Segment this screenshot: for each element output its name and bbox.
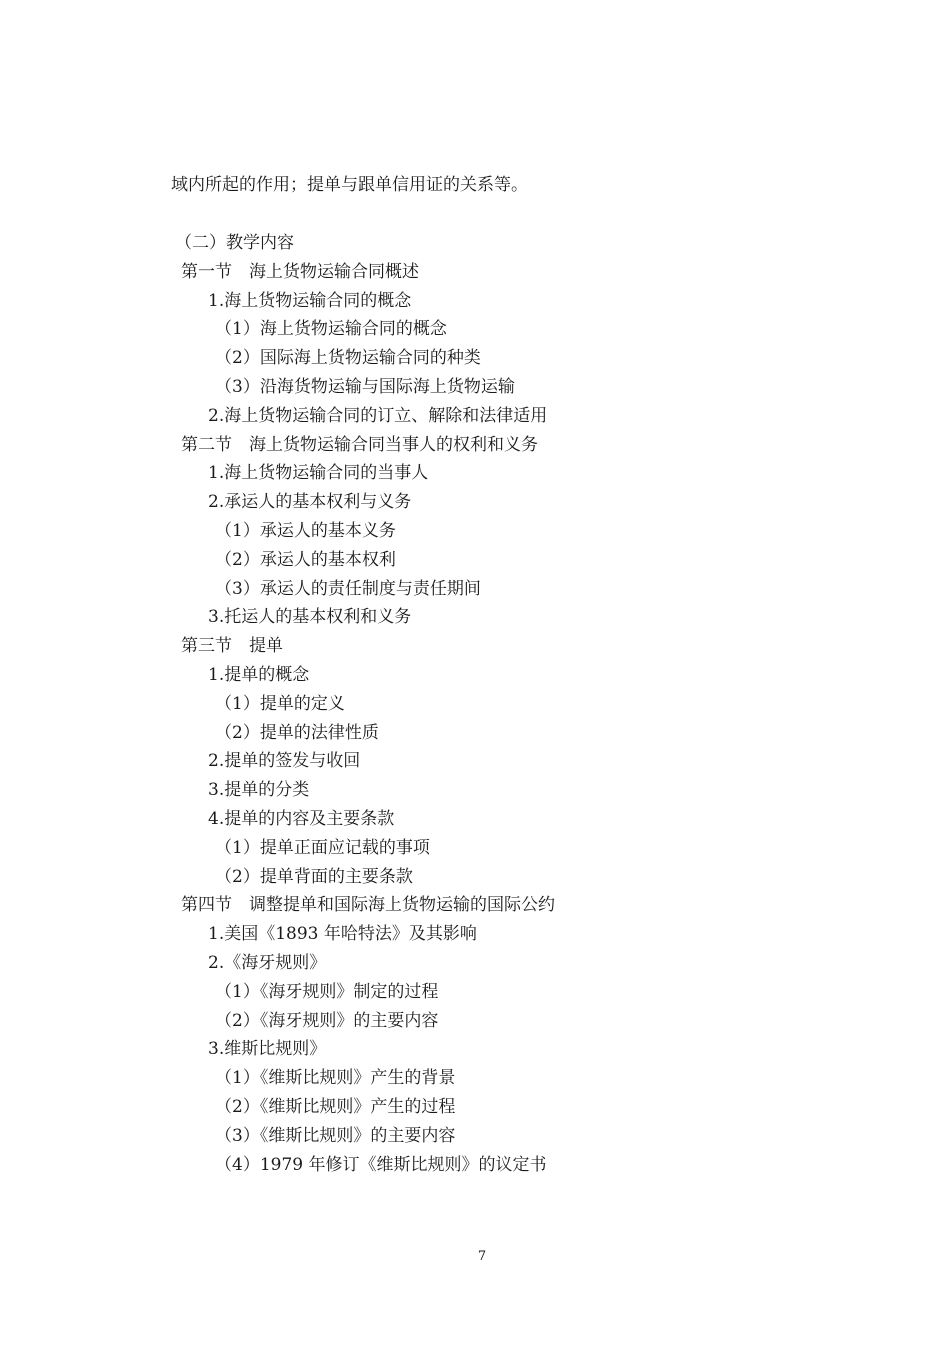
outline-item: 2.海上货物运输合同的订立、解除和法律适用 [208,405,548,426]
outline-subitem: （2）《海牙规则》的主要内容 [215,1010,439,1031]
page-number: 7 [477,1249,487,1264]
outline-subitem: （2）提单的法律性质 [215,722,379,743]
outline-subitem: （3）《维斯比规则》的主要内容 [215,1125,456,1146]
section-heading: （二）教学内容 [175,233,294,253]
outline-item: 2.《海牙规则》 [208,952,327,973]
outline-item: 3.托运人的基本权利和义务 [208,607,412,628]
outline-subitem: （2）国际海上货物运输合同的种类 [215,348,481,369]
teaching-content-outline [171,229,555,1179]
outline-item: 3.维斯比规则》 [208,1039,327,1060]
outline-subitem: （2）提单背面的主要条款 [215,866,413,887]
chapter-heading-1: 第一节 海上货物运输合同概述 [181,261,419,282]
chapter-heading-2: 第二节 海上货物运输合同当事人的权利和义务 [181,434,538,455]
outline-item: 4.提单的内容及主要条款 [208,808,395,829]
chapter-heading-3: 第三节 提单 [181,636,283,657]
outline-item: 1.海上货物运输合同的当事人 [208,463,429,484]
chapter-heading-4: 第四节 调整提单和国际海上货物运输的国际公约 [181,895,555,916]
outline-subitem: （3）承运人的责任制度与责任期间 [215,578,481,599]
outline-subitem: （4）1979 年修订《维斯比规则》的议定书 [215,1154,547,1175]
outline-subitem: （1）提单正面应记载的事项 [215,837,430,858]
outline-subitem: （1）海上货物运输合同的概念 [215,319,447,340]
outline-item: 3.提单的分类 [208,780,310,801]
outline-subitem: （1）《海牙规则》制定的过程 [215,981,439,1002]
outline-item: 1.提单的概念 [208,664,310,685]
outline-subitem: （1）承运人的基本义务 [215,520,396,541]
outline-subitem: （3）沿海货物运输与国际海上货物运输 [215,376,515,397]
outline-item: 2.提单的签发与收回 [208,751,361,772]
outline-item: 2.承运人的基本权利与义务 [208,492,412,513]
outline-subitem: （1）《维斯比规则》产生的背景 [215,1068,456,1089]
outline-subitem: （1）提单的定义 [215,693,345,714]
intro-paragraph: 域内所起的作用；提单与跟单信用证的关系等。 [171,175,528,195]
outline-item: 1.海上货物运输合同的概念 [208,290,412,311]
outline-item: 1.美国《1893 年哈特法》及其影响 [208,924,477,945]
outline-subitem: （2）承运人的基本权利 [215,549,396,570]
outline-subitem: （2）《维斯比规则》产生的过程 [215,1096,456,1117]
